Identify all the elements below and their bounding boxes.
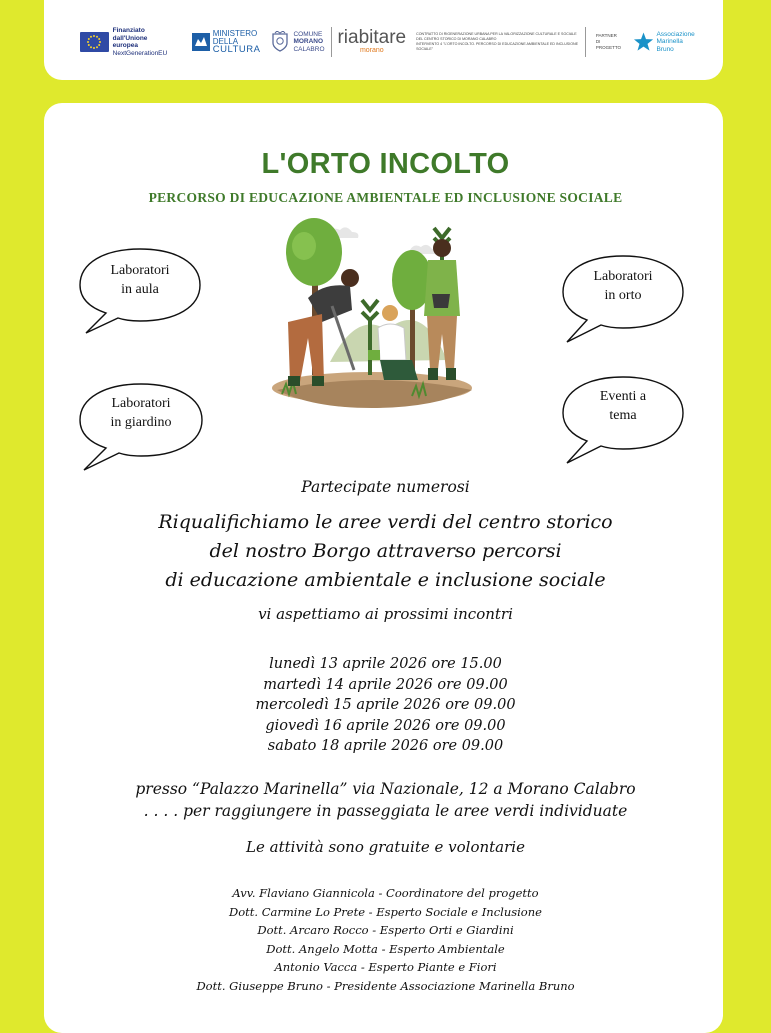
credit-item: Avv. Flaviano Giannicola - Coordinatore del progetto — [232, 886, 539, 900]
free-note: Le attività sono gratuite e volontarie — [246, 838, 525, 856]
headline-line: di educazione ambientale e inclusione sociale — [165, 569, 606, 591]
contract-line1: CONTRATTO DI RIGENERAZIONE URBANA PER LA VALORIZZAZIONE CULTURALE E SOCIALE — [416, 32, 577, 36]
comune-line1: COMUNE — [293, 30, 323, 38]
credits-list — [0, 884, 771, 995]
riabitare-logo — [337, 29, 406, 55]
bubble-text-line1: Eventi a — [599, 389, 647, 404]
page-subtitle: PERCORSO DI EDUCAZIONE AMBIENTALE ED INCLUSIONE SOCIALE — [148, 190, 623, 205]
date-item: martedì 14 aprile 2026 ore 09.00 — [263, 676, 508, 693]
logo-divider — [585, 27, 586, 57]
credit-item: Dott. Arcaro Rocco - Esperto Orti e Giardini — [257, 923, 514, 937]
comune-logo-text — [293, 31, 324, 54]
riabitare-subtitle: morano — [359, 47, 384, 54]
eu-flag-icon — [80, 32, 109, 52]
credit-item: Antonio Vacca - Esperto Piante e Fiori — [274, 960, 497, 974]
wait-text: vi aspettiamo ai prossimi incontri — [258, 605, 513, 623]
bubble-text-line2: in giardino — [110, 415, 172, 430]
speech-bubble-top-left — [76, 245, 204, 335]
comune-line3: CALABRO — [293, 45, 325, 53]
contract-line2: DEL CENTRO STORICO DI MORANO CALABRO — [416, 37, 497, 41]
bubble-text-line1: Laboratori — [111, 396, 171, 411]
logo-strip — [80, 22, 700, 62]
partner-label — [596, 33, 626, 51]
comune-line2: MORANO — [293, 38, 324, 46]
location-text — [0, 778, 771, 822]
eu-line2: dall'Unione europea — [112, 34, 148, 49]
assoc-line2: Marinella Bruno — [656, 38, 683, 53]
bubble-text-line2: in orto — [604, 288, 642, 303]
gardening-illustration — [262, 210, 484, 412]
credit-item: Dott. Carmine Lo Prete - Esperto Sociale e Inclusione — [229, 904, 542, 919]
association-logo-text — [656, 31, 700, 54]
speech-bubble-top-right — [559, 252, 687, 344]
bubble-text-line2: tema — [609, 408, 637, 423]
bubble-text-line1: Laboratori — [110, 263, 170, 278]
comune-seal-icon — [270, 31, 290, 53]
contract-description — [416, 32, 579, 52]
location-line: . . . . per raggiungere in passeggiata le aree verdi individuate — [143, 802, 628, 820]
credit-item: Dott. Giuseppe Bruno - Presidente Associazione Marinella Bruno — [196, 978, 575, 993]
credit-item: Dott. Angelo Motta - Esperto Ambientale — [266, 941, 505, 956]
date-item: giovedì 16 aprile 2026 ore 09.00 — [265, 717, 506, 734]
contract-line3: INTERVENTO 4 "L'ORTO INCOLTO. PERCORSO DI EDUCAZIONE AMBIENTALE ED INCLUSIONE SOCIALE" — [416, 42, 578, 51]
date-item: mercoledì 15 aprile 2026 ore 09.00 — [255, 697, 516, 713]
date-item: lunedì 13 aprile 2026 ore 15.00 — [269, 656, 502, 672]
speech-bubble-bottom-left — [76, 380, 206, 472]
ministry-logo-text — [213, 30, 261, 54]
speech-bubble-bottom-right — [559, 373, 687, 465]
partner-line1: PARTNER — [595, 33, 617, 38]
ministry-logo — [172, 30, 261, 54]
star-icon — [633, 31, 654, 53]
ministry-emblem-icon — [192, 33, 210, 51]
date-item: sabato 18 aprile 2026 ore 09.00 — [267, 738, 504, 754]
riabitare-wordmark: riabitare — [337, 27, 407, 48]
eu-line1: Finanziato — [112, 27, 145, 34]
bubble-text-line1: Laboratori — [593, 269, 653, 284]
association-logo — [633, 31, 700, 54]
assoc-line1: Associazione — [656, 30, 695, 38]
ministry-line2: DELLA — [212, 37, 239, 46]
ministry-line3: CULTURA — [212, 44, 261, 55]
eu-line3: NextGenerationEU — [112, 49, 168, 57]
logo-divider — [331, 27, 332, 57]
ministry-line1: MINISTERO — [212, 29, 258, 38]
headline-line: Riqualifichiamo le aree verdi del centro storico — [158, 511, 613, 533]
invite-text: Partecipate numerosi — [301, 478, 470, 496]
eu-logo — [80, 27, 172, 57]
dates-list — [0, 654, 771, 757]
headline-line: del nostro Borgo attraverso percorsi — [209, 540, 562, 562]
bubble-text-line2: in aula — [121, 282, 159, 297]
page-title: L'ORTO INCOLTO — [261, 148, 510, 180]
eu-logo-text — [113, 27, 172, 57]
partner-line2: DI PROGETTO — [595, 39, 621, 50]
location-line: presso “Palazzo Marinella” via Nazionale, 12 a Morano Calabro — [135, 780, 636, 798]
comune-logo — [260, 31, 324, 54]
headline — [0, 508, 771, 595]
